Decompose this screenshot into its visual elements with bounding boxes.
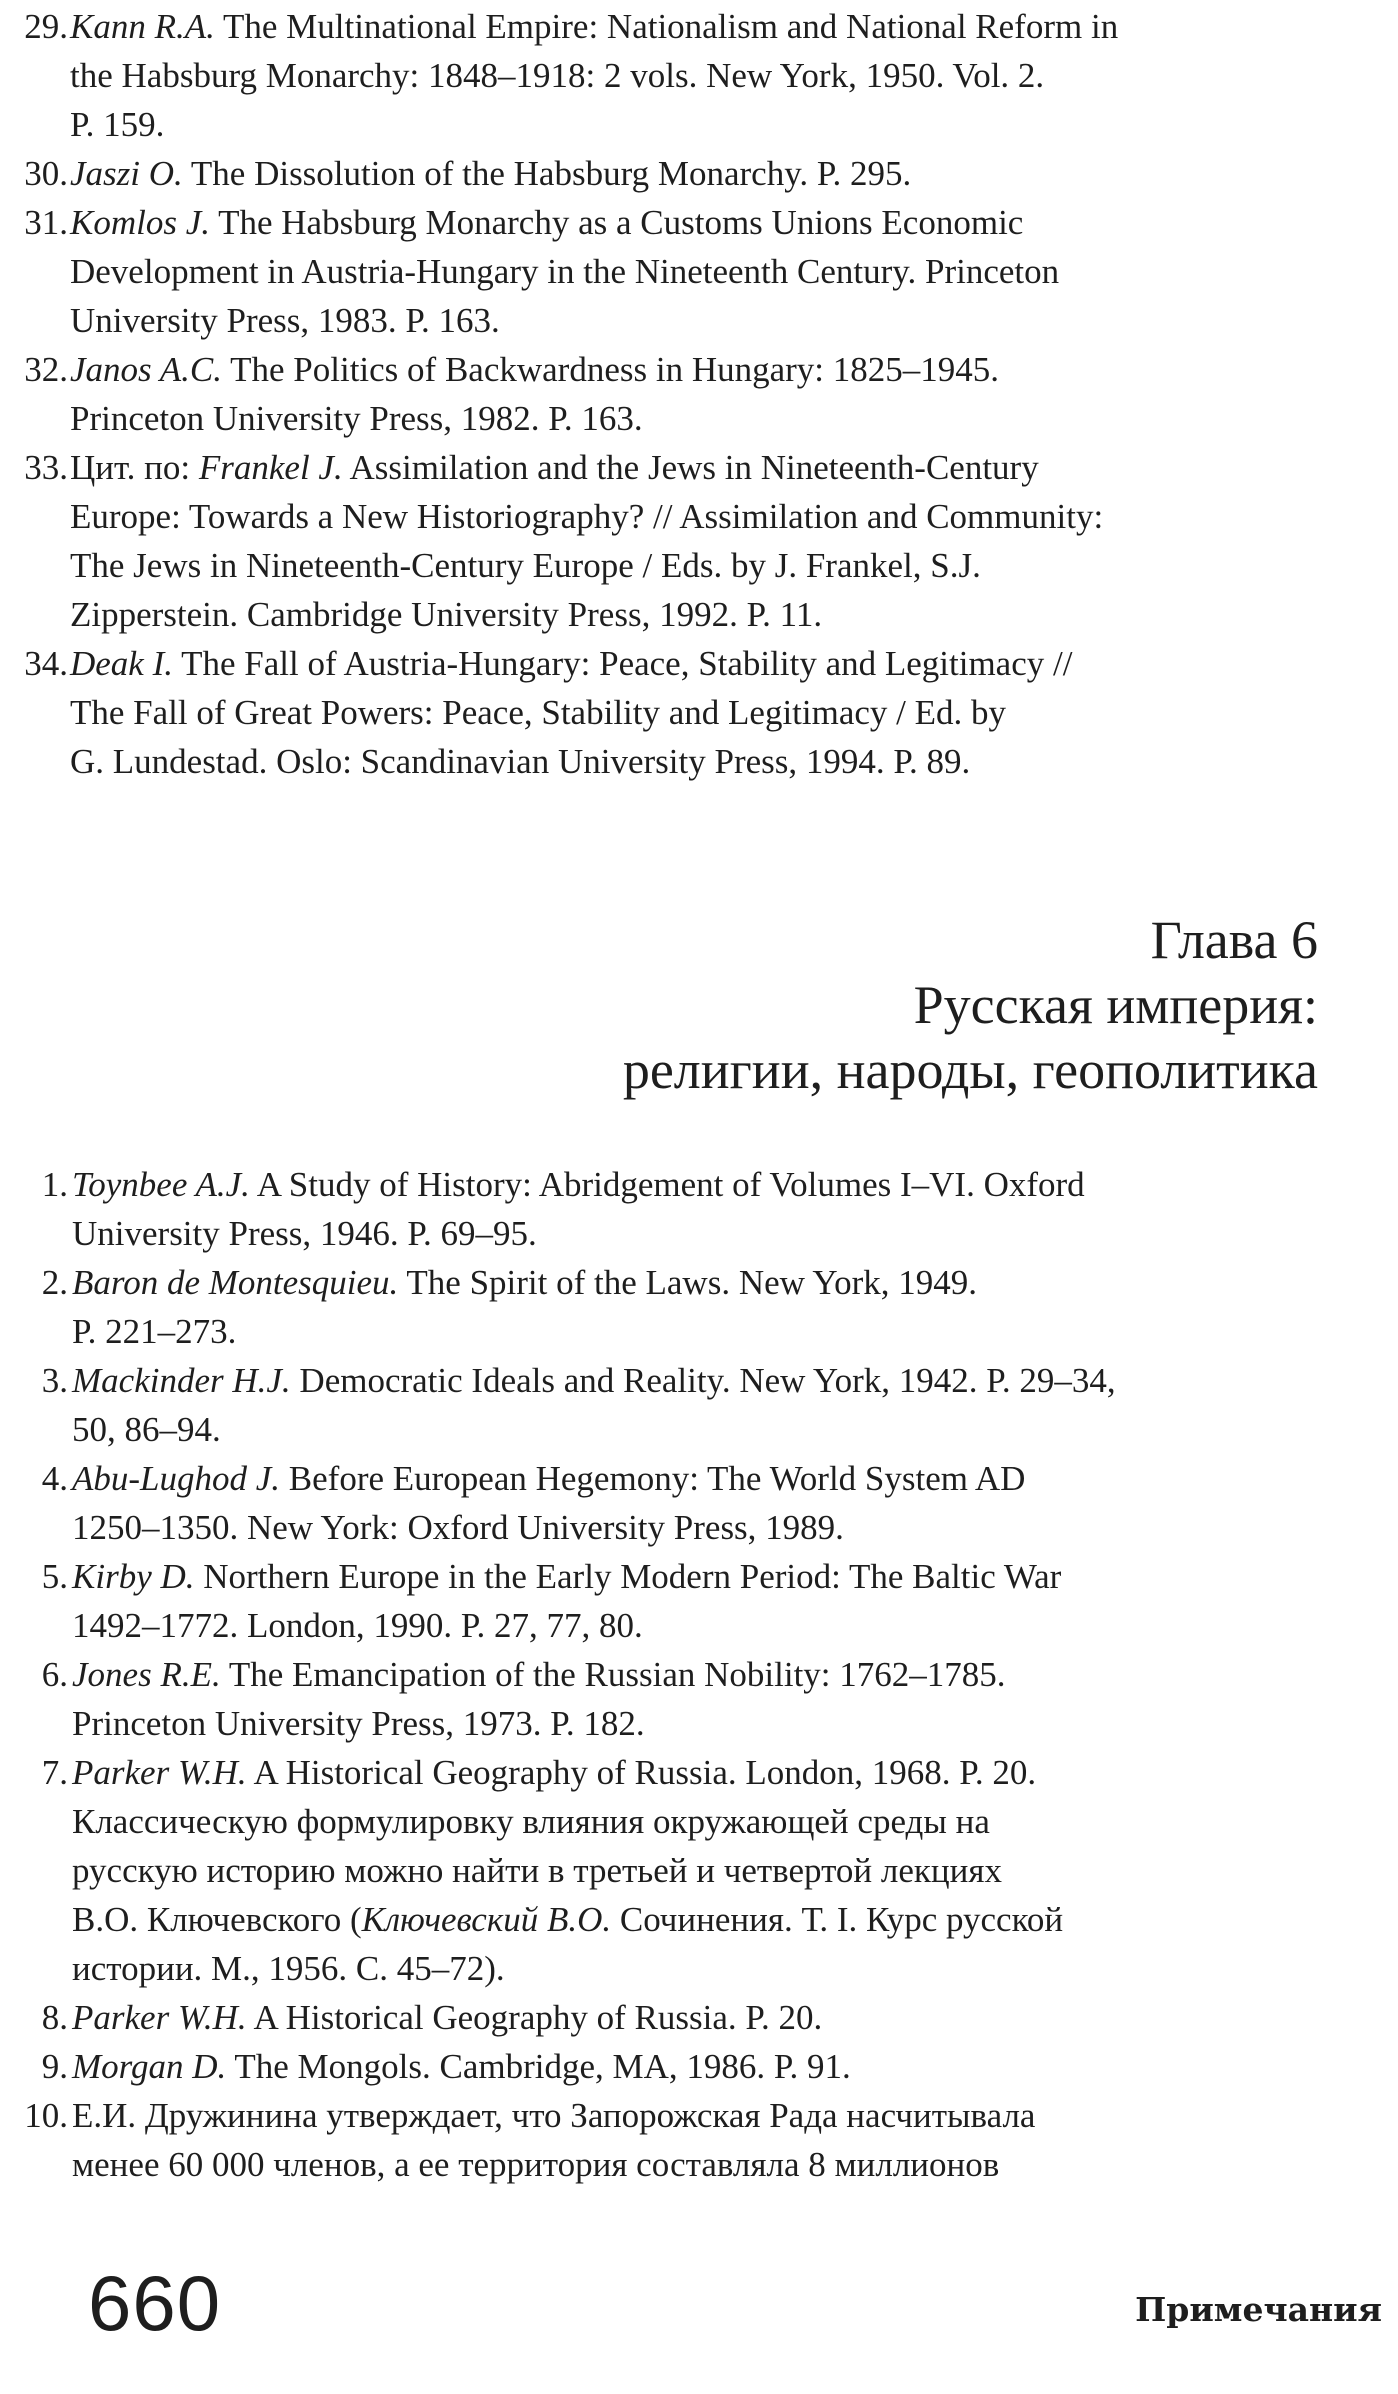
chapter-heading [623, 908, 1318, 1103]
note-34 [24, 639, 1336, 786]
note-number: 30. [24, 154, 68, 193]
note-author-secondary: Ключевский В.О. [361, 1900, 612, 1939]
note-number: 8. [41, 1998, 68, 2037]
chapter-label: Глава 6 [1150, 910, 1318, 970]
note-prefix: Цит. по: [70, 448, 199, 487]
note-author: Kirby D. [72, 1557, 195, 1596]
note-number: 34. [24, 644, 68, 683]
chapter-title-line-2: религии, народы, геополитика [622, 1040, 1318, 1100]
note-1 [36, 1160, 1336, 1258]
note-text: Assimilation and the Jews in Nineteenth-Century Europe: Towards a New Historiography? // Assimilation and Community: The Jews in Nineteenth-Century Europe / Eds. by J. Frankel, S.J. Zipperstein. Cambridge University Press, 1992. P. 11. [70, 448, 1104, 634]
note-author: Abu-Lughod J. [72, 1459, 281, 1498]
note-author: Jones R.E. [72, 1655, 221, 1694]
note-text: The Multinational Empire: Nationalism and National Reform in the Habsburg Monarchy: 1848–1918: 2 vols. New York, 1950. Vol. 2. P. 159. [70, 7, 1119, 144]
chapter-title-line-1: Русская империя: [913, 975, 1318, 1035]
note-author: Komlos J. [70, 203, 210, 242]
note-number: 9. [41, 2047, 68, 2086]
note-text: The Mongols. Cambridge, MA, 1986. P. 91. [226, 2047, 851, 2086]
note-number: 3. [41, 1361, 68, 1400]
note-text: The Habsburg Monarchy as a Customs Unions Economic Development in Austria-Hungary in the Nineteenth Century. Princeton University Press, 1983. P. 163. [70, 203, 1060, 340]
note-text: The Dissolution of the Habsburg Monarchy. P. 295. [182, 154, 912, 193]
note-text: The Politics of Backwardness in Hungary: 1825–1945. Princeton University Press, 1982. P. 163. [70, 350, 1000, 438]
note-7 [36, 1748, 1336, 1993]
note-number: 29. [24, 7, 68, 46]
note-30 [24, 149, 1336, 198]
note-10 [24, 2091, 1336, 2189]
note-4 [36, 1454, 1336, 1552]
note-number: 33. [24, 448, 68, 487]
note-author: Toynbee A.J. [72, 1165, 250, 1204]
note-author: Frankel J. [198, 448, 343, 487]
note-number: 31. [24, 203, 68, 242]
note-number: 4. [41, 1459, 68, 1498]
note-31 [24, 198, 1336, 345]
note-5 [36, 1552, 1336, 1650]
note-text: A Historical Geography of Russia. London, 1968. P. 20. Классическую формулировку влияния окружающей среды на русскую историю можно найти в третьей и четвертой лекциях В.О. Ключевского ( [72, 1753, 1037, 1939]
note-author: Jaszi O. [70, 154, 183, 193]
note-author: Kann R.A. [70, 7, 215, 46]
note-33 [24, 443, 1336, 639]
note-number: 7. [41, 1753, 68, 1792]
notes-list-chapter-5 [24, 2, 1336, 786]
note-6 [36, 1650, 1336, 1748]
note-author: Mackinder H.J. [72, 1361, 291, 1400]
note-text: Е.И. Дружинина утверждает, что Запорожская Рада насчитывала менее 60 000 членов, а ее территория составляла 8 миллионов [72, 2096, 1036, 2184]
note-3 [36, 1356, 1336, 1454]
note-number: 1. [41, 1165, 68, 1204]
note-text: The Spirit of the Laws. New York, 1949. P. 221–273. [72, 1263, 978, 1351]
note-number: 10. [24, 2096, 68, 2135]
page-number: 660 [88, 2259, 222, 2347]
note-text: Before European Hegemony: The World System AD 1250–1350. New York: Oxford University Press, 1989. [72, 1459, 1026, 1547]
running-footer-section: Примечания [1135, 2290, 1382, 2329]
note-text: The Fall of Austria-Hungary: Peace, Stability and Legitimacy // The Fall of Great Powers: Peace, Stability and Legitimacy / Ed. by G. Lundestad. Oslo: Scandinavian University Press, 1994. P. 89. [70, 644, 1073, 781]
note-number: 5. [41, 1557, 68, 1596]
note-author: Deak I. [70, 644, 174, 683]
note-29 [24, 2, 1336, 149]
note-text: A Study of History: Abridgement of Volumes I–VI. Oxford University Press, 1946. P. 69–95. [72, 1165, 1085, 1253]
note-text-continued: Сочинения. Т. I. Курс русской истории. М., 1956. С. 45–72). [72, 1900, 1064, 1988]
note-text: Northern Europe in the Early Modern Period: The Baltic War 1492–1772. London, 1990. P. 27, 77, 80. [72, 1557, 1062, 1645]
note-author: Parker W.H. [72, 1753, 247, 1792]
note-8 [36, 1993, 1336, 2042]
note-author: Baron de Montesquieu. [72, 1263, 399, 1302]
note-9 [36, 2042, 1336, 2091]
note-number: 6. [41, 1655, 68, 1694]
note-32 [24, 345, 1336, 443]
note-text: The Emancipation of the Russian Nobility: 1762–1785. Princeton University Press, 1973. P. 182. [72, 1655, 1006, 1743]
notes-list-chapter-6 [24, 1160, 1336, 2189]
note-number: 2. [41, 1263, 68, 1302]
note-author: Morgan D. [72, 2047, 227, 2086]
note-author: Parker W.H. [72, 1998, 247, 2037]
note-author: Janos A.C. [70, 350, 222, 389]
note-text: A Historical Geography of Russia. P. 20. [246, 1998, 823, 2037]
note-number: 32. [24, 350, 68, 389]
note-text: Democratic Ideals and Reality. New York, 1942. P. 29–34, 50, 86–94. [72, 1361, 1116, 1449]
note-2 [36, 1258, 1336, 1356]
